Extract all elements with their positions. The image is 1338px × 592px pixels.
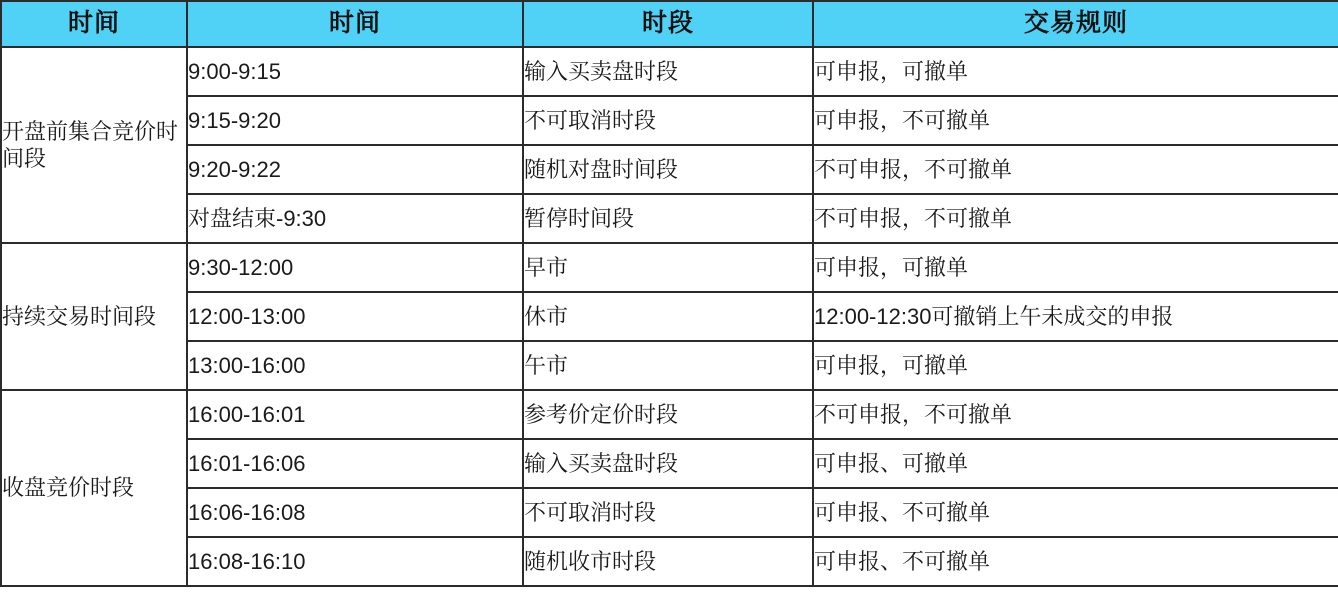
cell-time: 13:00-16:00 bbox=[187, 341, 523, 390]
group-label-continuous-trading: 持续交易时间段 bbox=[1, 243, 187, 390]
table-row bbox=[1, 292, 1338, 341]
column-header-session-group: 时间 bbox=[1, 1, 187, 47]
cell-rule: 12:00-12:30可撤销上午未成交的申报 bbox=[813, 292, 1338, 341]
cell-time: 9:20-9:22 bbox=[187, 145, 523, 194]
cell-time: 对盘结束-9:30 bbox=[187, 194, 523, 243]
group-label-pre-open-auction: 开盘前集合竞价时间段 bbox=[1, 47, 187, 243]
table-row bbox=[1, 488, 1338, 537]
cell-time: 16:06-16:08 bbox=[187, 488, 523, 537]
table-row bbox=[1, 194, 1338, 243]
column-header-time: 时间 bbox=[187, 1, 523, 47]
cell-rule: 可申报，不可撤单 bbox=[813, 96, 1338, 145]
table-row bbox=[1, 145, 1338, 194]
cell-period: 休市 bbox=[523, 292, 813, 341]
cell-rule: 不可申报，不可撤单 bbox=[813, 390, 1338, 439]
column-header-trading-rule: 交易规则 bbox=[813, 1, 1338, 47]
cell-period: 参考价定价时段 bbox=[523, 390, 813, 439]
table-header bbox=[1, 1, 1338, 47]
cell-period: 不可取消时段 bbox=[523, 488, 813, 537]
table-row bbox=[1, 47, 1338, 96]
cell-rule: 可申报、不可撤单 bbox=[813, 488, 1338, 537]
cell-time: 12:00-13:00 bbox=[187, 292, 523, 341]
cell-period: 午市 bbox=[523, 341, 813, 390]
cell-time: 9:00-9:15 bbox=[187, 47, 523, 96]
cell-time: 16:01-16:06 bbox=[187, 439, 523, 488]
cell-rule: 可申报、不可撤单 bbox=[813, 537, 1338, 586]
cell-time: 9:15-9:20 bbox=[187, 96, 523, 145]
cell-period: 早市 bbox=[523, 243, 813, 292]
cell-time: 16:08-16:10 bbox=[187, 537, 523, 586]
table-body bbox=[1, 47, 1338, 586]
cell-rule: 不可申报，不可撤单 bbox=[813, 194, 1338, 243]
cell-period: 不可取消时段 bbox=[523, 96, 813, 145]
table-row bbox=[1, 537, 1338, 586]
cell-rule: 可申报，可撤单 bbox=[813, 47, 1338, 96]
cell-rule: 可申报，可撤单 bbox=[813, 243, 1338, 292]
table-row bbox=[1, 390, 1338, 439]
cell-period: 随机对盘时间段 bbox=[523, 145, 813, 194]
cell-period: 输入买卖盘时段 bbox=[523, 47, 813, 96]
cell-rule: 可申报、可撤单 bbox=[813, 439, 1338, 488]
group-label-closing-auction: 收盘竞价时段 bbox=[1, 390, 187, 586]
column-header-period: 时段 bbox=[523, 1, 813, 47]
cell-period: 随机收市时段 bbox=[523, 537, 813, 586]
table-row bbox=[1, 341, 1338, 390]
cell-rule: 可申报，可撤单 bbox=[813, 341, 1338, 390]
table-row bbox=[1, 96, 1338, 145]
table-row bbox=[1, 439, 1338, 488]
header-row bbox=[1, 1, 1338, 47]
table-row bbox=[1, 243, 1338, 292]
cell-period: 输入买卖盘时段 bbox=[523, 439, 813, 488]
cell-time: 9:30-12:00 bbox=[187, 243, 523, 292]
cell-time: 16:00-16:01 bbox=[187, 390, 523, 439]
cell-rule: 不可申报，不可撤单 bbox=[813, 145, 1338, 194]
cell-period: 暂停时间段 bbox=[523, 194, 813, 243]
